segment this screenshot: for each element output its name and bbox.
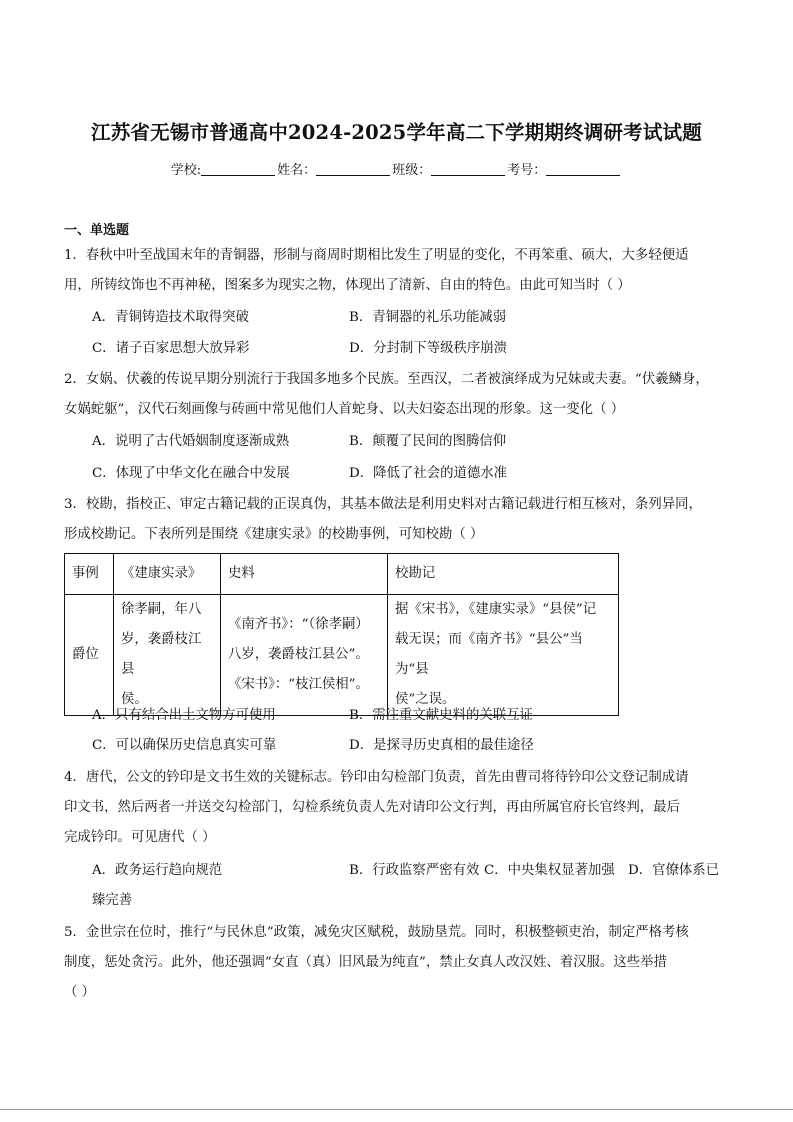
- cell-line: 侯。: [121, 692, 148, 707]
- table-cell-record: [114, 595, 221, 716]
- q4-option-b[interactable]: B．行政监察严密有效: [349, 863, 480, 878]
- q2-option-b[interactable]: B．颠覆了民间的图腾信仰: [349, 434, 507, 449]
- question-line: 4．唐代，公文的钤印是文书生效的关键标志。钤印由勾检部门负责，首先由曹司将待钤印公文登记制成请: [64, 770, 689, 785]
- q1-option-b[interactable]: B．青铜器的礼乐功能减弱: [349, 310, 507, 325]
- q4-option-c[interactable]: C．中央集权显著加强: [484, 863, 615, 878]
- q1-option-d[interactable]: D．分封制下等级秩序崩溃: [349, 341, 508, 356]
- table-header-cell: 《建康实录》: [114, 554, 221, 595]
- question-5-stem: [64, 918, 730, 1008]
- question-4-stem: [64, 763, 730, 853]
- q1-option-c[interactable]: C．诸子百家思想大放异彩: [92, 341, 250, 356]
- question-3-stem: [64, 490, 730, 550]
- question-line: （ ）: [64, 985, 96, 1000]
- q4-option-d-continued: 臻完善: [92, 893, 133, 908]
- table-header-row: [65, 554, 619, 595]
- q4-option-a[interactable]: A．政务运行趋向规范: [92, 863, 223, 878]
- q3-option-b[interactable]: B．需注重文献史料的关联互证: [349, 708, 533, 723]
- table-cell-sources: [221, 595, 388, 716]
- q2-option-a[interactable]: A．说明了古代婚姻制度逐渐成熟: [92, 434, 290, 449]
- collation-table: [64, 553, 619, 716]
- page-bottom-divider: [0, 1109, 793, 1110]
- cell-line: 《宋书》：“枝江侯相”。: [228, 677, 369, 692]
- student-info-line: [0, 159, 793, 178]
- table-row: [65, 595, 619, 716]
- class-blank[interactable]: [431, 162, 505, 176]
- question-line: 2．女娲、伏羲的传说早期分别流行于我国多地多个民族。至西汉，二者被演绎成为兄妹或夫妻。“伏羲鳞身，: [64, 372, 709, 387]
- q2-option-d[interactable]: D．降低了社会的道德水准: [349, 466, 508, 481]
- question-line: 用，所铸纹饰也不再神秘，图案多为现实之物，体现出了清新、自由的特色。由此可知当时（ ）: [64, 278, 631, 293]
- q3-option-d[interactable]: D．是探寻历史真相的最佳途径: [349, 738, 534, 753]
- cell-line: 《南齐书》：“（徐孝嗣）: [228, 617, 369, 632]
- cell-line: 据《宋书》，《建康实录》“县侯”记: [395, 602, 597, 617]
- question-line: 女娲蛇躯”，汉代石刻画像与砖画中常见他们人首蛇身、以夫妇姿态出现的形象。这一变化（ ）: [64, 402, 625, 417]
- school-label: 学校:: [170, 163, 202, 178]
- section-heading: 一、单选题: [64, 223, 130, 238]
- cell-line: 载无误；而《南齐书》“县公”当为“县: [395, 632, 583, 677]
- question-line: 印文书，然后两者一并送交勾检部门，勾检系统负责人先对请印公文行判，再由所属官府长官终判，最后: [64, 800, 680, 815]
- exam-number-label: 考号：: [507, 163, 547, 178]
- q1-option-a[interactable]: A．青铜铸造技术取得突破: [92, 310, 249, 325]
- table-header-cell: 事例: [65, 554, 114, 595]
- cell-line: 侯”之误。: [395, 692, 456, 707]
- name-blank[interactable]: [316, 162, 390, 176]
- cell-line: 岁，袭爵枝江县: [121, 632, 202, 677]
- table-cell-note: [388, 595, 619, 716]
- question-line: 1．春秋中叶至战国末年的青铜器，形制与商周时期相比发生了明显的变化，不再笨重、硕大，大多轻便适: [64, 248, 689, 263]
- exam-number-blank[interactable]: [546, 162, 620, 176]
- q4-option-d[interactable]: D．官僚体系已: [628, 863, 720, 878]
- question-1-stem: [64, 241, 730, 301]
- q2-option-c[interactable]: C．体现了中华文化在融合中发展: [92, 466, 290, 481]
- question-line: 3．校勘，指校正、审定古籍记载的正误真伪，其基本做法是利用史料对古籍记载进行相互核对，条列异同，: [64, 497, 702, 512]
- page-title: 江苏省无锡市普通高中2024-2025学年高二下学期期终调研考试试题: [91, 121, 702, 144]
- question-line: 形成校勘记。下表所列是围绕《建康实录》的校勘事例，可知校勘（ ）: [64, 527, 484, 542]
- class-label: 班级：: [392, 163, 432, 178]
- cell-line: 八岁，袭爵枝江县公”。: [228, 647, 369, 662]
- question-line: 完成钤印。可见唐代（ ）: [64, 830, 216, 845]
- cell-line: 徐孝嗣，年八: [121, 602, 202, 617]
- table-header-cell: 史料: [221, 554, 388, 595]
- school-blank[interactable]: [201, 162, 275, 176]
- name-label: 姓名：: [277, 163, 317, 178]
- q3-option-a[interactable]: A．只有结合出土文物方可使用: [92, 708, 276, 723]
- question-line: 5．金世宗在位时，推行“与民休息”政策，减免灾区赋税，鼓励垦荒。同时，积极整顿吏治，制定严格考核: [64, 925, 689, 940]
- question-line: 制度，惩处贪污。此外，他还强调“女直（真）旧风最为纯直”，禁止女真人改汉姓、着汉服。这些举措: [64, 955, 667, 970]
- q3-option-c[interactable]: C．可以确保历史信息真实可靠: [92, 738, 277, 753]
- question-2-stem: [64, 365, 730, 425]
- table-header-cell: 校勘记: [388, 554, 619, 595]
- table-cell-case: 爵位: [65, 595, 114, 716]
